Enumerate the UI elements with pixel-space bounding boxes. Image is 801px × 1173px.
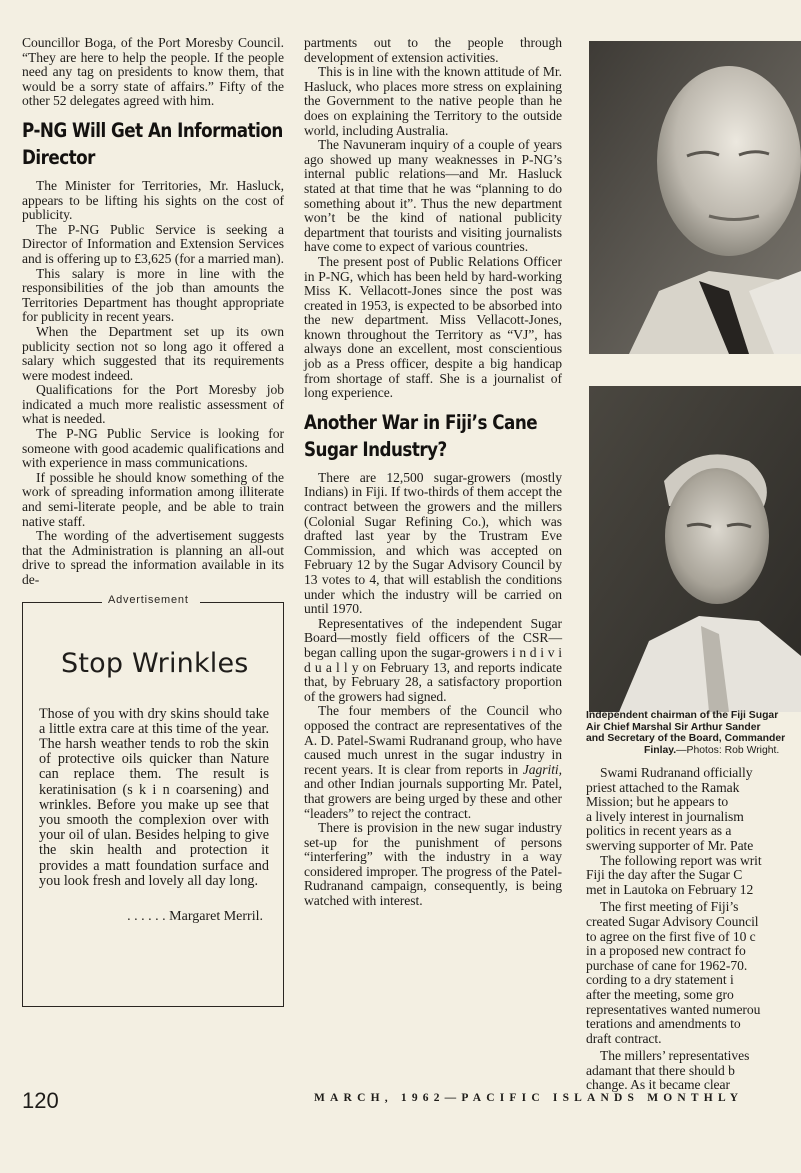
caption-line: Air Chief Marshal Sir Arthur Sander bbox=[586, 721, 761, 733]
page-number: 120 bbox=[22, 1088, 59, 1113]
journal-name: Jagriti, bbox=[522, 761, 562, 777]
paragraph: Representatives of the independent Sugar Board—mostly field officers of the CSR—began calling upon the sugar-growers i n d i v i d u a l l y on February 13, and reports indicate that, by February 28, a satisfactory proportion of the growers had signed. bbox=[304, 615, 562, 704]
text-line: cording to a dry statement i bbox=[586, 972, 734, 988]
paragraph: The P-NG Public Service is looking for someone with good academic qualifications and with experience in mass communications. bbox=[22, 426, 284, 471]
photo-caption bbox=[586, 710, 801, 756]
paragraph: If possible he should know something of the work of spreading information among illiterate and semi-literate people, and be able to train native staff. bbox=[22, 469, 284, 529]
text-line: purchase of cane for 1962-70. bbox=[586, 957, 748, 973]
text-run: The four members of the Council who opposed the contract are representatives of the A. D. Patel-Swami Rudranand group, who have caused much unrest in the sugar industry in recent years. It is clear from reports in bbox=[304, 703, 562, 777]
paragraph: The wording of the advertisement suggests that the Administration is planning an all-out drive to spread the information available in its de- bbox=[22, 528, 284, 587]
paragraph: The Navuneram inquiry of a couple of years ago showed up many weaknesses in P-NG’s internal public relations—and Mr. Hasluck stated at that time that he was “planning to do something about it”. Thus the new department won’t be the kind of national publicity department that tourists and visiting journalists have come to expect of various countries. bbox=[304, 137, 562, 255]
advertisement-body bbox=[39, 707, 269, 925]
headline-information-director: P-NG Will Get An Information Director bbox=[22, 118, 283, 169]
text-line: Swami Rudranand officially bbox=[600, 765, 753, 780]
advertisement-box bbox=[22, 602, 284, 1007]
rule bbox=[22, 602, 102, 603]
text-line: in a proposed new contract fo bbox=[586, 943, 746, 959]
text-line: draft contract. bbox=[586, 1030, 662, 1046]
paragraph: There is provision in the new sugar industry set-up for the punishment of persons “interfering” with the industry in a way considered improper. The progress of the Patel-Rudranand campaign, consequently, is being watched with interest. bbox=[304, 820, 562, 909]
text-line: after the meeting, some gro bbox=[586, 986, 734, 1002]
text-line: representatives wanted numerou bbox=[586, 1001, 761, 1017]
text-line: to agree on the first five of 10 c bbox=[586, 928, 756, 944]
text-line: priest attached to the Ramak bbox=[586, 779, 740, 795]
photo-credit: —Photos: Rob Wright. bbox=[676, 744, 780, 756]
text-line: The following report was writ bbox=[600, 852, 762, 868]
portrait-photo-2-image bbox=[589, 386, 801, 712]
paragraph: The Minister for Territories, Mr. Hasluck, appears to be lifting his sights on the cost of publicity. bbox=[22, 177, 284, 223]
paragraph: The present post of Public Relations Officer in P-NG, which has been held by hard-working Miss K. Vellacott-Jones since the post was created in 1953, is expected to be absorbed into the new department. Miss Vellacott-Jones, known throughout the Territory as “VJ”, has always done an excellent, most conscientious job as a Press officer, despite a big handicap from shortage of staff. She is a journalist of long experience. bbox=[304, 253, 562, 401]
text-line: met in Lautoka on February 12 bbox=[586, 881, 754, 897]
running-footer: MARCH, 1962—PACIFIC ISLANDS MONTHLY bbox=[314, 1092, 744, 1104]
paragraph: This salary is more in line with the responsibilities of the job than amounts the Territories Department has thought appropriate for publicity in recent years. bbox=[22, 265, 284, 325]
text-run: and other Indian journals supporting Mr. Patel, that growers are being urged by these and other “leaders” to reject the contract. bbox=[304, 776, 562, 821]
advertisement-text: Those of you with dry skins should take a little extra care at this time of the year. The harsh weather tends to rob the skin of protective oils quicker than Nature can replace them. The result is keratinisation (s k i n coarsening) and wrinkles. Before you make up see that you smooth the complexion over with your oil of ulan. Besides helping to give the skin health and protection it provides a matt foundation surface and you look fresh and lovely all day long. bbox=[39, 705, 269, 889]
portrait-photo-secretary bbox=[589, 386, 801, 712]
text-line: terations and amendments to bbox=[586, 1016, 741, 1032]
caption-line bbox=[586, 745, 801, 757]
advertisement-signature: . . . . . . Margaret Merril. bbox=[127, 909, 263, 925]
text-line: The millers’ representatives bbox=[600, 1048, 750, 1064]
portrait-photo-1-image bbox=[589, 41, 801, 354]
headline-fiji-sugar: Another War in Fiji’s Cane Sugar Industry? bbox=[304, 410, 538, 461]
text-line: Fiji the day after the Sugar C bbox=[586, 867, 743, 883]
column-1 bbox=[22, 36, 284, 1007]
paragraph bbox=[304, 704, 562, 821]
text-line: created Sugar Advisory Council bbox=[586, 913, 759, 929]
advertisement-label-row bbox=[22, 594, 284, 610]
text-line: adamant that there should b bbox=[586, 1062, 735, 1078]
caption-line: and Secretary of the Board, Commander bbox=[586, 733, 786, 745]
paragraph: partments out to the people through development of extension activities. bbox=[304, 35, 562, 65]
column-3-text bbox=[586, 766, 801, 1093]
column-3 bbox=[586, 0, 801, 1130]
text-line: change. As it became clear bbox=[586, 1077, 731, 1093]
text-line: The first meeting of Fiji’s bbox=[600, 899, 739, 915]
text-line: Mission; but he appears to bbox=[586, 794, 729, 810]
text-line: politics in recent years as a bbox=[586, 823, 732, 839]
caption-name: Finlay. bbox=[644, 744, 677, 756]
advertisement-label: Advertisement bbox=[108, 593, 189, 606]
column-2 bbox=[304, 36, 562, 909]
rule bbox=[200, 602, 284, 603]
paragraph: Councillor Boga, of the Port Moresby Council. “They are here to help the people. If the people need any tag on presidents to know them, that would be a sorry state of affairs.” Fifty of the other 52 delegates agreed with him. bbox=[22, 35, 284, 109]
text-line: a lively interest in journalism bbox=[586, 808, 744, 824]
portrait-photo-chairman bbox=[589, 41, 801, 354]
paragraph: When the Department set up its own publicity section not so long ago it offered a salary which suggested that its requirements were modest indeed. bbox=[22, 323, 284, 383]
paragraph: This is in line with the known attitude of Mr. Hasluck, who places more stress on explaining the Government to the native people than he does on explaining the Territory to the outside world, including Australia. bbox=[304, 64, 562, 138]
paragraph: Qualifications for the Port Moresby job indicated a much more realistic assessment of what is needed. bbox=[22, 382, 284, 427]
caption-line: Independent chairman of the Fiji Sugar bbox=[586, 710, 779, 721]
paragraph: The P-NG Public Service is seeking a Director of Information and Extension Services and is offering up to £3,625 (for a married man). bbox=[22, 221, 284, 266]
advertisement-title: Stop Wrinkles bbox=[61, 647, 249, 679]
paragraph: There are 12,500 sugar-growers (mostly Indians) in Fiji. If two-thirds of them accept the contract between the growers and the millers (Colonial Sugar Refining Co.), which was drafted last year by the Trustram Eve Commission, and which was accepted on February 12 by the Sugar Advisory Council by 13 votes to 4, that will establish the conditions under which the industry will be carried on until 1970. bbox=[304, 469, 562, 617]
text-line: swerving supporter of Mr. Pate bbox=[586, 837, 754, 853]
